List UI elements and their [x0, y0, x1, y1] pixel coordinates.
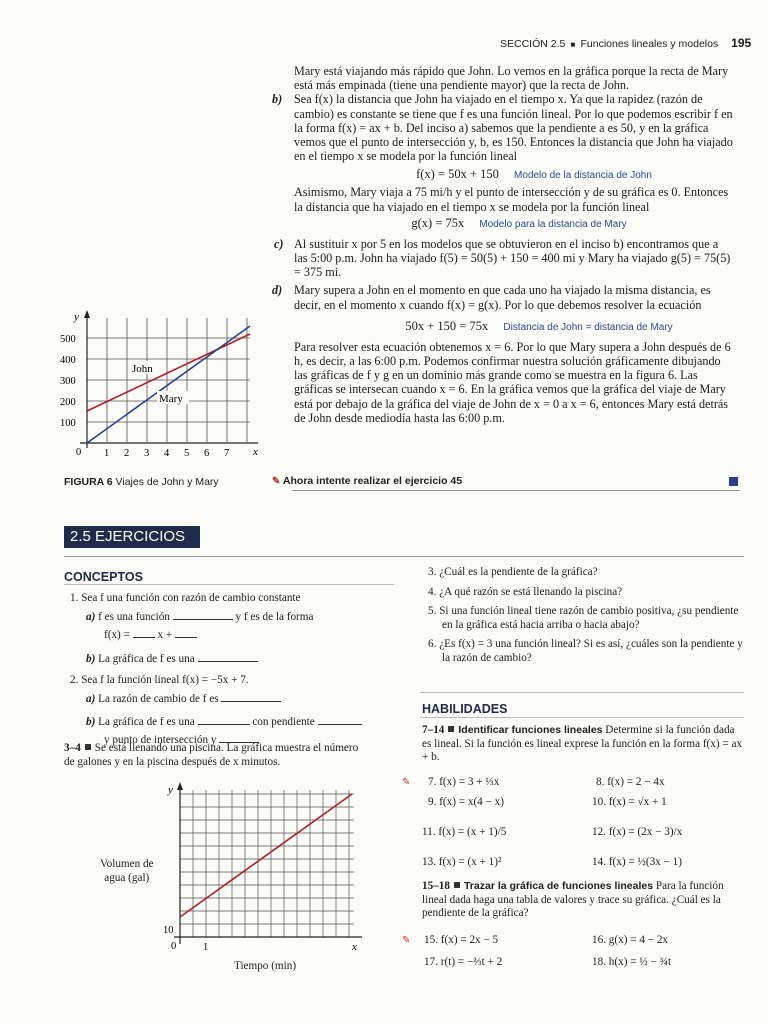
figure6-grid: [87, 318, 250, 442]
instructions-15-18: [422, 880, 744, 921]
blank-1a-1[interactable]: [173, 609, 233, 620]
question-2b-label: b): [86, 716, 96, 728]
question-2b-text1: La gráfica de f es una: [98, 716, 195, 728]
try-now-text: Ahora intente realizar el ejercicio 45: [282, 475, 463, 487]
part-d-label: d): [272, 283, 283, 298]
paragraph-solution: Para resolver esta ecuación obtenemos x = 6. Por lo que Mary supera a John después de 6 h, es decir, a las 6:00 p.m. Podemos confirmar nuestra solución gráficamente dibujando las gráficas de f y g en un dominio más grande como se muestra en la figura 6. Las gráficas se intersecan cuando x = 6. En la gráfica vemos que la gráfica del viaje de Mary está por debajo de la gráfica del viaje de John de x = 0 a x = 6, entonces Mary está detrás de John desde mediodía hasta las 6:00 p.m.: [294, 339, 731, 425]
equation-intersect: [344, 318, 734, 336]
xtick-2: 2: [124, 448, 130, 459]
habilidades-title: HABILIDADES: [422, 702, 508, 716]
exercises-section-title: 2.5 EJERCICIOS: [64, 526, 200, 548]
end-square-icon: [729, 477, 738, 486]
ytick-0: 0: [76, 447, 82, 458]
question-1a: [86, 609, 400, 625]
exercise-7: 7. f(x) = 3 + ⅓x: [428, 776, 500, 788]
pool-x-var: x: [352, 941, 357, 953]
section-rule: [64, 556, 744, 557]
pencil-icon: ✎: [272, 476, 281, 487]
question-1b: [86, 651, 400, 667]
question-5: 5. Si una función lineal tiene razón de cambio positiva, ¿su pendiente en la gráfica está hacia arriba o hacia abajo?: [428, 605, 739, 631]
question-3-4-number: 3–4: [64, 742, 81, 754]
equation-john: [334, 166, 734, 184]
question-3-4-text: Se está llenando una piscina. La gráfica muestra el número de galones y en la piscina después de x minutos.: [64, 742, 359, 768]
divider: [292, 490, 740, 491]
title-15-18: Trazar la gráfica de funciones lineales: [463, 880, 654, 892]
part-b-label: b): [272, 92, 283, 107]
running-header: SECCIÓN 2.5 ■ Funciones lineales y modelos 195: [500, 36, 752, 50]
figure6-x-label: x: [253, 446, 258, 458]
question-1a-form: [104, 627, 400, 643]
part-b-text: Sea f(x) la distancia que John ha viajado en el tiempo x. Ya que la rapidez (razón de cambio) es constante se tiene que f es una función lineal. Por lo que podemos escribir f en la forma f(x) = ax + b. Del inciso a) sabemos que la pendiente a es 50, y en la gráfica vemos que el punto de intersección y, b, es 150. Entonces la distancia que John ha viajado en el tiempo x se modela por la función lineal: [294, 92, 733, 164]
header-section: SECCIÓN 2.5: [500, 38, 566, 50]
pool-y-label: [100, 858, 154, 885]
exercise-16: 16. g(x) = 4 − 2x: [592, 934, 669, 946]
xtick-4: 4: [164, 448, 170, 459]
equation-mary: [304, 215, 734, 233]
question-1b-text: La gráfica de f es una: [98, 652, 195, 665]
mary-label: Mary: [159, 393, 183, 405]
xtick-7: 7: [224, 448, 230, 459]
blank-2b-2[interactable]: [318, 714, 362, 725]
right-questions: [428, 566, 744, 665]
pool-y-arrow-icon: [177, 782, 183, 790]
equation-intersect-formula: 50x + 150 = 75x: [405, 318, 489, 333]
pencil-icon-15: ✎: [402, 935, 411, 946]
part-c-text: Al sustituir x por 5 en los modelos que se obtuvieron en el inciso b) encontramos que a las 5:00 p.m. John ha viajado f(5) = 50(5) + 150 = 400 mi y Mary ha viajado g(5) = 75(5) = 375 mi.: [294, 236, 731, 280]
ytick-500: 500: [60, 334, 76, 345]
figure6-chart: [60, 308, 265, 468]
question-2a-label: a): [86, 692, 96, 705]
square-bullet-icon-2: [448, 726, 454, 732]
y-arrow-icon: [84, 310, 90, 318]
blank-2a[interactable]: [221, 691, 281, 702]
question-4: 4. ¿A qué razón se está llenando la piscina?: [428, 585, 623, 598]
question-2a: [86, 691, 400, 707]
question-1a-label: a): [86, 610, 96, 623]
part-c: [274, 236, 734, 280]
equation-john-formula: f(x) = 50x + 150: [416, 167, 499, 182]
range-7-14: 7–14: [422, 724, 445, 736]
exercise-9: 9. f(x) = x(4 − x): [428, 796, 504, 808]
habilidades-rule: [420, 717, 744, 718]
exercise-15: 15. f(x) = 2x − 5: [424, 934, 499, 946]
part-d-text: Mary supera a John en el momento en que cada uno ha viajado la misma distancia, es decir, en el momento x cuando f(x) = g(x). Por lo que debemos resolver la ecuación: [294, 283, 711, 312]
paragraph-faster: Mary está viajando más rápido que John. Lo vemos en la gráfica porque la recta de Mary está más empinada (tiene una pendiente mayor) que la recta de John.: [294, 64, 729, 93]
conceptos-rule: [64, 584, 394, 585]
pool-y-label-line2: agua (gal): [104, 871, 150, 884]
exercise-11: 11. f(x) = (x + 1)/5: [422, 826, 507, 838]
question-3-4-intro: [64, 742, 364, 769]
john-label: John: [132, 363, 153, 375]
question-1a-text2: y f es de la forma: [235, 610, 314, 623]
question-6: 6. ¿Es f(x) = 3 una función lineal? Si es así, ¿cuáles son la pendiente y la razón de cambio?: [428, 638, 743, 664]
page-number: 195: [731, 36, 752, 50]
exercise-12: 12. f(x) = (2x − 3)/x: [592, 826, 683, 838]
concept-questions: [70, 592, 400, 747]
text-7-14: Determine si la función dada es lineal. Si la función es lineal exprese la función en la forma f(x) = ax + b.: [422, 724, 743, 763]
exercise-8: 8. f(x) = 2 − 4x: [596, 776, 665, 788]
range-15-18: 15–18: [422, 880, 450, 892]
pool-y-var: y: [168, 784, 173, 796]
xtick-1: 1: [104, 448, 110, 459]
pool-x-label: Tiempo (min): [234, 960, 297, 972]
example-solution: [272, 64, 734, 425]
figure6-caption-label: FIGURA 6: [64, 476, 113, 488]
ytick-200: 200: [60, 397, 76, 408]
figure6-y-label: y: [74, 311, 79, 323]
question-2b: [86, 714, 400, 730]
ytick-100: 100: [60, 418, 76, 429]
blank-1a-3[interactable]: [175, 627, 197, 638]
try-now: [272, 475, 738, 487]
paragraph-mary: Asimismo, Mary viaja a 75 mi/h y el punto de intersección y de su gráfica es 0. Entonces la distancia que ha viajado en el tiempo x se modela por la función lineal: [294, 185, 729, 214]
question-3: 3. ¿Cuál es la pendiente de la gráfica?: [428, 566, 598, 578]
question-1a-text4: x +: [157, 629, 173, 641]
figure6-caption-text: Viajes de John y Mary: [115, 476, 219, 488]
square-bullet-icon: [85, 744, 91, 750]
question-1a-text1: f es una función: [98, 610, 170, 623]
question-2: 2. Sea f la función lineal f(x) = −5x + 7.: [70, 674, 249, 686]
equation-mary-caption: Modelo para la distancia de Mary: [479, 218, 627, 230]
equation-intersect-caption: Distancia de John = distancia de Mary: [503, 321, 673, 333]
pool-chart: [158, 782, 368, 954]
blank-1b[interactable]: [198, 651, 258, 662]
question-1: 1. Sea f una función con razón de cambio constante: [70, 592, 301, 604]
equation-john-caption: Modelo de la distancia de John: [514, 170, 652, 182]
part-c-label: c): [274, 236, 284, 251]
xtick-6: 6: [204, 448, 210, 459]
exercise-10: 10. f(x) = √x + 1: [592, 796, 667, 808]
question-2a-text: La razón de cambio de f es: [98, 692, 219, 705]
pool-y-label-line1: Volumen de: [100, 858, 154, 870]
question-2b-text2: con pendiente: [252, 716, 315, 728]
question-2b-text3: y punto de intersección y: [104, 733, 217, 746]
part-b: [272, 92, 734, 164]
question-1a-text3: f(x) =: [104, 629, 130, 641]
pool-tick-1: 1: [203, 942, 209, 953]
habilidades-top-rule: [420, 692, 744, 693]
ytick-300: 300: [60, 376, 76, 387]
square-bullet-icon-3: [454, 882, 460, 888]
pencil-icon-7: ✎: [402, 777, 411, 788]
ytick-400: 400: [60, 355, 76, 366]
part-d: [272, 283, 734, 312]
blank-2b-3[interactable]: [219, 732, 259, 743]
mary-line: [87, 326, 250, 443]
exercise-13: 13. f(x) = (x + 1)²: [422, 856, 502, 868]
title-7-14: Identificar funciones lineales: [458, 724, 603, 736]
text-15-18: Para la función lineal dada haga una tabla de valores y trace su gráfica. ¿Cuál es la pendiente de la gráfica?: [422, 880, 724, 919]
blank-1a-2[interactable]: [133, 627, 155, 638]
xtick-3: 3: [144, 448, 150, 459]
figure6-caption: [64, 476, 219, 488]
blank-2b-1[interactable]: [198, 714, 250, 725]
exercise-14: 14. f(x) = ½(3x − 1): [592, 856, 682, 868]
question-1b-label: b): [86, 652, 96, 665]
xtick-5: 5: [184, 448, 190, 459]
header-title: Funciones lineales y modelos: [580, 38, 719, 50]
exercise-17: 17. r(t) = −⅔t + 2: [424, 956, 503, 968]
equation-mary-formula: g(x) = 75x: [411, 215, 465, 230]
conceptos-title: CONCEPTOS: [64, 570, 143, 584]
exercise-18: 18. h(x) = ½ − ¾t: [592, 956, 672, 968]
instructions-7-14: [422, 724, 744, 765]
pool-tick-0: 0: [171, 941, 177, 952]
pool-tick-10: 10: [163, 925, 174, 936]
